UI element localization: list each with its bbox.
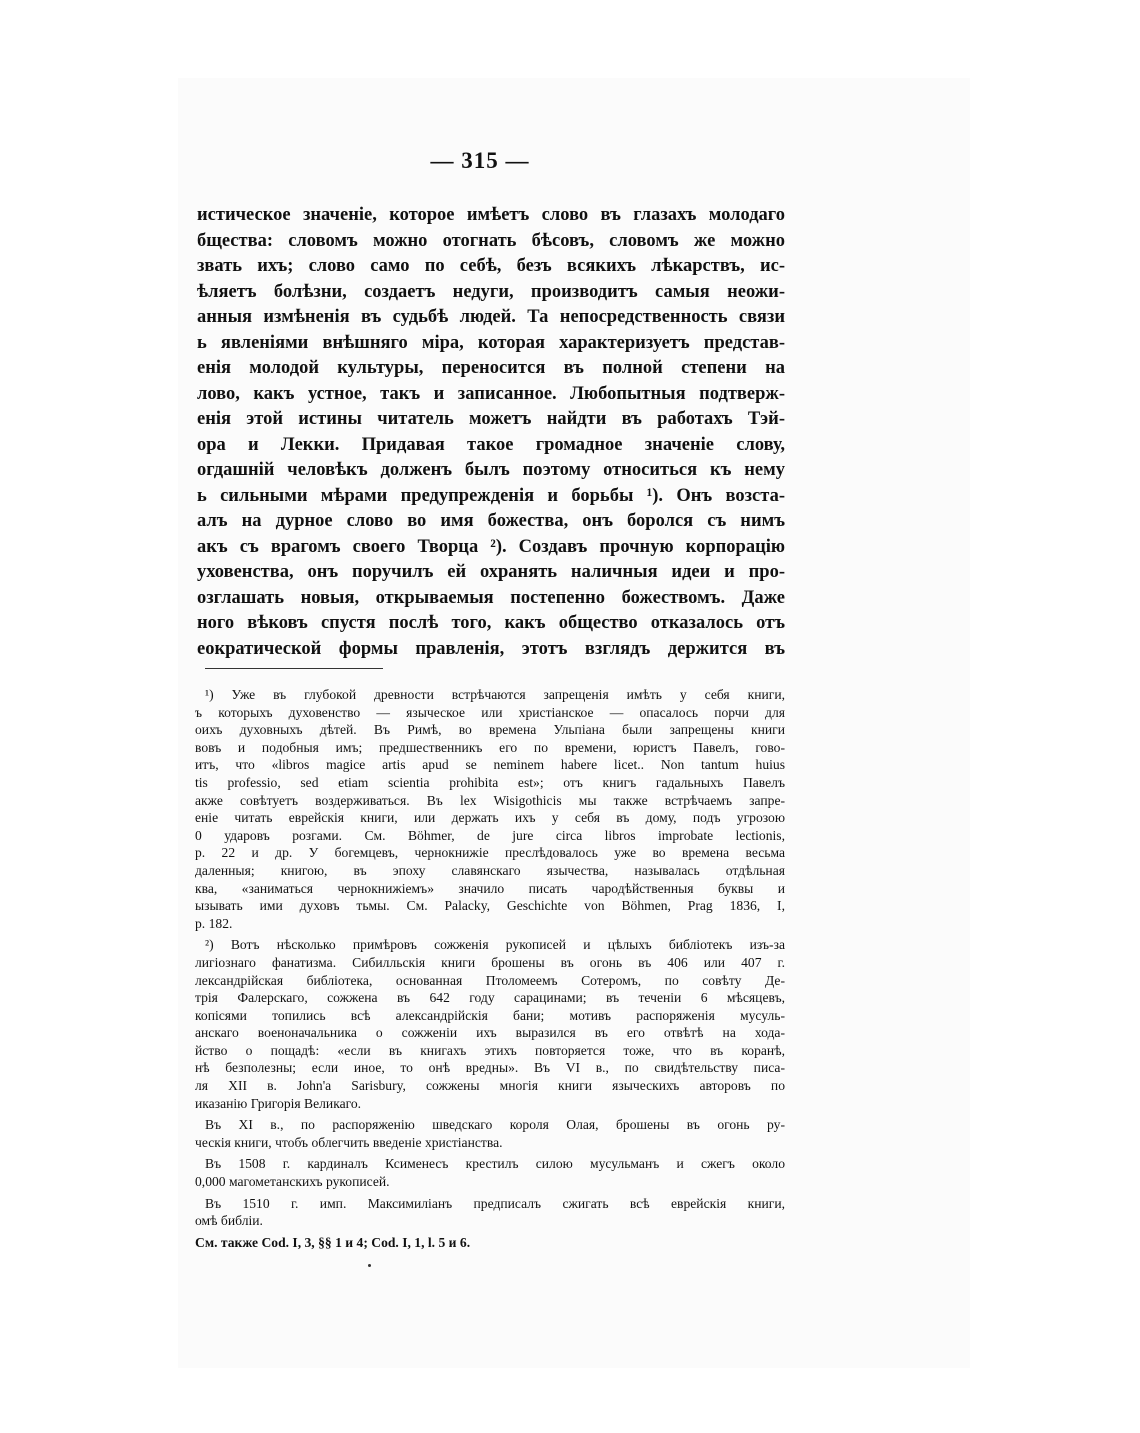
footnote-line: p. 22 и др. У богемцевъ, чернокнижіе преслѣдовалось уже во времена весьма [195,845,785,861]
footnote-line: 0,000 магометанскихъ рукописей. [195,1174,390,1190]
page-number: — 315 — [430,148,530,173]
footnote-line: p. 182. [195,915,233,931]
body-line: алъ на дурное слово во имя божества, онъ боролся съ нимъ [197,511,785,531]
footnote-line: трія Фалерскаго, сожжена въ 642 году сарацинами; въ теченіи 6 мѣсяцевъ, [195,990,785,1006]
body-line: уховенства, онъ поручилъ ей охранять наличныя идеи и про- [197,562,785,582]
footnote-separator [205,668,383,669]
body-line: звать ихъ; слово само по себѣ, безъ всякихъ лѣкарствъ, ис- [197,256,785,276]
footnote-line: ля XII в. John'a Sarisbury, сожжены многія книги языческихъ авторовъ по [195,1078,785,1094]
footnote-line: лигіознаго фанатизма. Сибилльскія книги брошены въ огонь въ 406 или 407 г. [195,954,785,970]
footnote-paragraph [195,1155,785,1190]
footnote-line: См. также Cod. I, 3, §§ 1 и 4; Cod. I, 1, l. 5 и 6. [195,1234,471,1250]
footnote-line: еніе читать еврейскія книги, или держать ихъ у себя въ дому, подъ угрозою [195,810,785,826]
scan-speck [368,1264,371,1267]
body-line: енія молодой культуры, переносится въ полной степени на [197,358,785,378]
body-line: акъ съ врагомъ своего Творца ²). Создавъ прочную корпорацію [197,536,785,557]
footnote-line: ква, «заниматься чернокнижіемъ» значило писать чародѣйственныя буквы и [195,880,785,896]
body-line: ного вѣковъ спустя послѣ того, какъ общество отказалось отъ [197,613,785,633]
body-line: ь сильными мѣрами предупрежденія и борьбы ¹). Онъ возста- [197,485,785,506]
footnote-line: иказанію Григорія Великаго. [195,1095,362,1111]
body-line: ора и Лекки. Придавая такое громадное значеніе слову, [197,434,785,455]
footnote-line: омѣ библіи. [195,1213,263,1229]
footnote-paragraph [195,1234,785,1252]
body-line: еократической формы правленія, этотъ взглядъ держится въ [197,638,785,659]
footnote-line: Въ 1510 г. имп. Максимиліанъ предписалъ сжигать всѣ еврейскія книги, [205,1195,785,1211]
body-line: истическое значеніе, которое имѣетъ слово въ глазахъ молодаго [197,205,785,225]
body-line: огдашній человѣкъ долженъ былъ поэтому относиться къ нему [197,460,785,480]
footnote-line: ²) Вотъ нѣсколько примѣровъ сожженія рукописей и цѣлыхъ библіотекъ изъ-за [205,937,785,953]
body-line: анныя измѣненія въ судьбѣ людей. Та непосредственность связи [197,307,785,327]
footnote-line: ызывать ими духовъ тьмы. См. Palacky, Geschichte von Böhmen, Prag 1836, I, [195,898,785,914]
body-line: лово, какъ устное, такъ и записанное. Любопытныя подтверж- [197,383,785,404]
footnote-line: ческія книги, чтобъ облегчить введеніе христіанства. [195,1134,503,1150]
footnote-line: 0 ударовъ розгами. См. Böhmer, de jure circa libros improbate lectionis, [195,827,785,843]
body-line: ь явленіями внѣшняго міра, которая характеризуетъ представ- [197,332,785,353]
footnote-line: tis professio, sed etiam scientia prohibita est»; отъ книгъ гадальныхъ Павелъ [195,774,785,790]
footnote-line: анскаго военоначальника о сожженіи ихъ выразился въ его отвѣтѣ на хода- [195,1025,785,1041]
footnotes [195,686,785,1251]
body-line: бщества: словомъ можно отогнать бѣсовъ, словомъ же можно [197,230,785,251]
footnote-line: итъ, что «libros magice artis apud se neminem habere licet.. Non tantum huius [195,757,785,773]
body-line: ѣляетъ болѣзни, создаетъ недуги, производитъ самыя неожи- [197,281,785,302]
body-text [197,203,785,662]
footnote-line: копісями топились всѣ александрійскія бани; мотивъ распоряженія мусуль- [195,1007,785,1023]
body-line: озглашать новыя, открываемыя постепенно божествомъ. Даже [197,587,785,608]
footnote-line: йство о пощадѣ: «если въ книгахъ этихъ повторяется тоже, что въ коранѣ, [195,1042,785,1058]
footnote-line: нѣ безполезны; если иное, то онѣ вредны». Въ VI в., по свидѣтельству писа- [195,1060,785,1076]
body-line: енія этой истины читатель можетъ найдти въ работахъ Тэй- [197,409,785,429]
footnote-line: вовъ и подобныя имъ; предшественникъ его по времени, юристъ Павелъ, гово- [195,739,785,755]
footnote-line: оихъ духовныхъ дѣтей. Въ Римѣ, во времена Ульпіана были запрещены книги [195,722,785,738]
footnote-line: даленныя; книгою, въ эпоху славянскаго язычества, называлась отдѣльная [195,862,785,878]
footnote-line: ¹) Уже въ глубокой древности встрѣчаются запрещенія имѣть у себя книги, [205,687,785,702]
footnote-paragraph [195,1116,785,1151]
footnote-2 [195,936,785,1251]
footnote-1 [195,686,785,932]
footnote-paragraph [195,1195,785,1230]
footnote-line: Въ XI в., по распоряженію шведскаго короля Олая, брошены въ огонь ру- [205,1117,785,1133]
footnote-line: ъ которыхъ духовенство — языческое или христіанское — опасалось порчи для [195,704,785,720]
footnote-line: Въ 1508 г. кардиналъ Ксименесъ крестилъ силою мусульманъ и сжегъ около [205,1156,785,1172]
footnote-line: лександрійская библіотека, основанная Птоломеемъ Сотеромъ, по совѣту Де- [195,972,785,988]
footnote-line: акже совѣтуетъ воздерживаться. Въ lex Wisigothicis мы также встрѣчаемъ запре- [195,792,785,808]
